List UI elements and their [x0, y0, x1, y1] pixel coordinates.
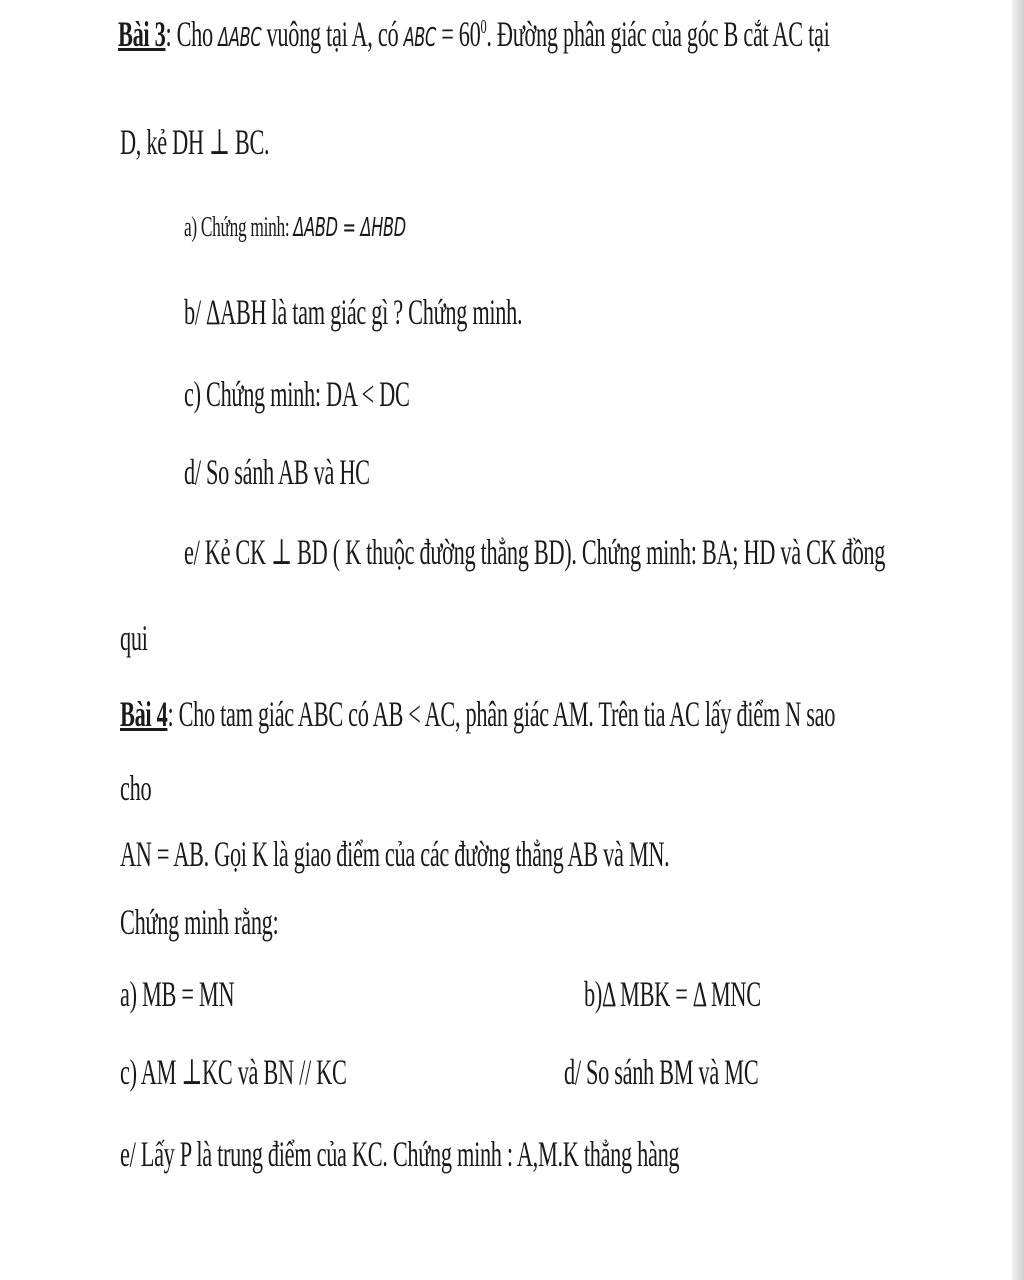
bai3-item-a	[184, 206, 406, 242]
bai3-degree: 0	[480, 16, 487, 38]
bai3-angle-abc: ABC	[403, 23, 436, 53]
bai3-item-e-line1: e/ Kẻ CK ⊥ BD ( K thuộc đường thẳng BD). Chứng minh: BA; HD và CK đồng	[184, 532, 886, 572]
bai3-intro-d: . Đường phân giác của góc B cắt AC tại	[486, 14, 830, 54]
bai4-intro-line1	[120, 696, 835, 732]
bai3-intro-b: vuông tại A, có	[261, 14, 404, 54]
bai3-triangle-abc: ΔABC	[218, 23, 262, 53]
bai4-prove-label: Chứng minh rằng:	[120, 902, 279, 942]
bai4-intro-line1-text: : Cho tam giác ABC có AB < AC, phân giác AM. Trên tia AC lấy điểm N sao	[167, 694, 836, 734]
bai4-item-a: a) MB = MN	[120, 974, 235, 1014]
bai3-intro-line	[118, 16, 830, 52]
bai4-item-c: c) AM ⊥KC và BN // KC	[120, 1052, 347, 1092]
bai3-intro-c: = 60	[435, 14, 481, 54]
bai4-item-b: b)Δ MBK = Δ MNC	[584, 974, 761, 1014]
bai4-intro-line2: cho	[120, 768, 152, 808]
bai4-title: Bài 4	[120, 694, 168, 734]
bai3-item-b: b/ ΔABH là tam giác gì ? Chứng minh.	[184, 292, 523, 332]
bai3-item-e-line2: qui	[120, 618, 148, 658]
bai3-title: Bài 3	[118, 14, 166, 54]
bai3-intro-a: : Cho	[165, 14, 219, 54]
bai3-item-a-label: a) Chứng minh:	[184, 212, 294, 243]
page-edge-shadow	[1012, 0, 1024, 1280]
bai3-item-a-expr: ΔABD = ΔHBD	[293, 213, 406, 243]
bai4-item-e: e/ Lấy P là trung điểm của KC. Chứng minh : A,M.K thẳng hàng	[120, 1134, 680, 1174]
bai4-item-d: d/ So sánh BM và MC	[564, 1052, 759, 1092]
bai3-item-d: d/ So sánh AB và HC	[184, 452, 370, 492]
bai3-item-c: c) Chứng minh: DA < DC	[184, 374, 410, 414]
bai4-intro-line3: AN = AB. Gọi K là giao điểm của các đường thẳng AB và MN.	[120, 834, 670, 874]
bai3-line2: D, kẻ DH ⊥ BC.	[120, 122, 270, 162]
